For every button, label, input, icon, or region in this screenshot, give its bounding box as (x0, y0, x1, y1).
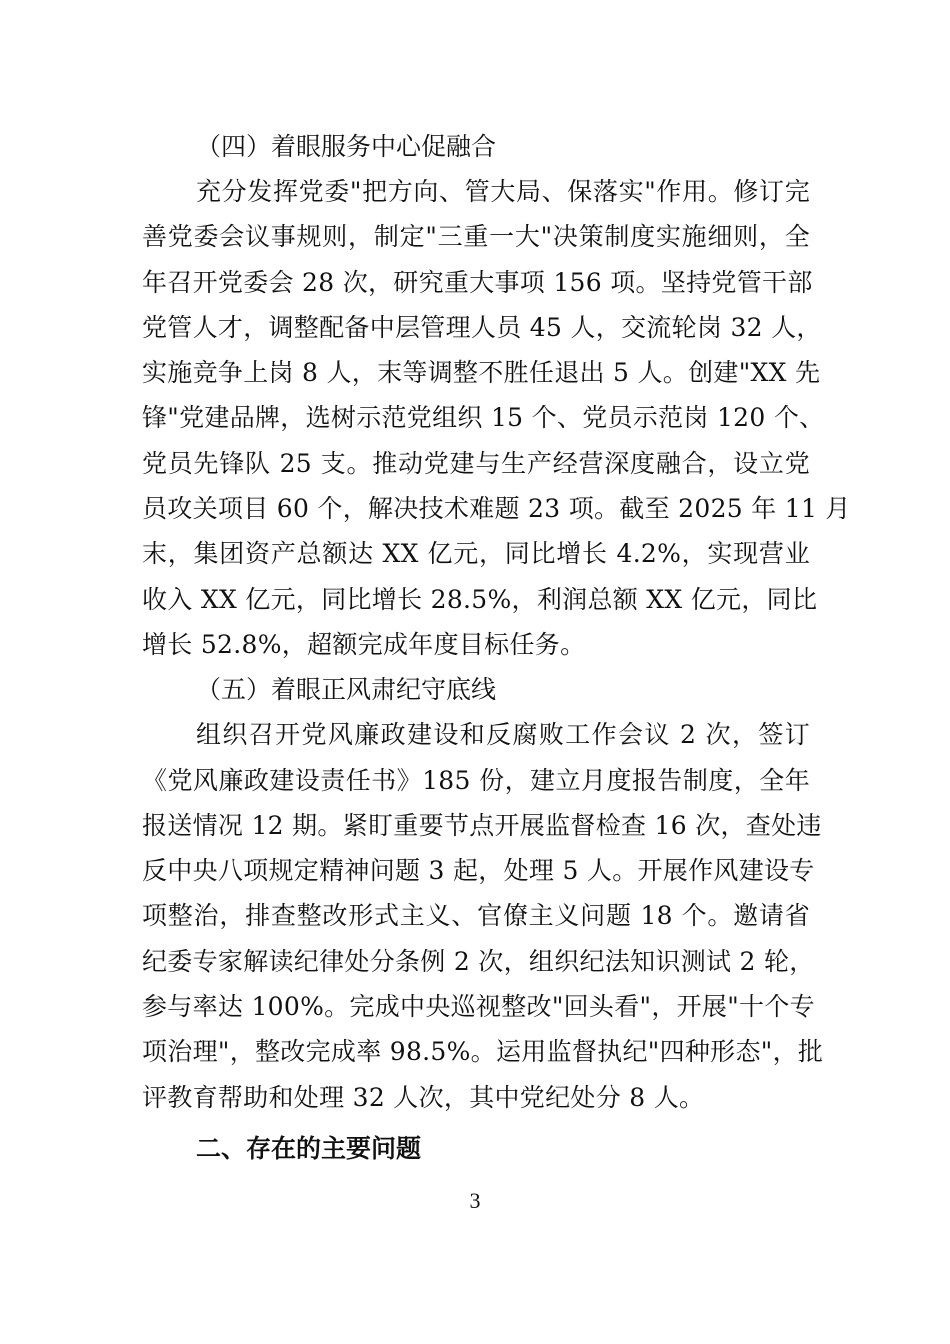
paragraph-line: 末，集团资产总额达 XX 亿元，同比增长 4.2%，实现营业 (142, 539, 810, 569)
paragraph-line: 《党风廉政建设责任书》185 份，建立月度报告制度，全年 (142, 765, 810, 795)
paragraph-line: 增长 52.8%，超额完成年度目标任务。 (142, 629, 586, 659)
paragraph-line: 报送情况 12 期。紧盯重要节点开展监督检查 16 次，查处违 (142, 810, 822, 840)
paragraph-discipline (142, 712, 824, 1120)
page-body (142, 124, 851, 1171)
paragraph-line: 组织召开党风廉政建设和反腐败工作会议 2 次，签订 (196, 720, 810, 750)
paragraph-line: 反中央八项规定精神问题 3 起，处理 5 人。开展作风建设专 (142, 856, 815, 886)
paragraph-line: 纪委专家解读纪律处分条例 2 次，组织纪法知识测试 2 轮， (142, 946, 815, 976)
paragraph-line: 评教育帮助和处理 32 人次，其中党纪处分 8 人。 (142, 1082, 705, 1112)
section-heading-5: （五）着眼正风肃纪守底线 (196, 675, 497, 705)
part-heading-2: 二、存在的主要问题 (196, 1133, 422, 1163)
section-heading-4: （四）着眼服务中心促融合 (196, 132, 497, 161)
paragraph-line: 收入 XX 亿元，同比增长 28.5%，利润总额 XX 亿元，同比 (142, 584, 818, 614)
page-number: 3 (469, 1188, 481, 1213)
paragraph-line: 党管人才，调整配备中层管理人员 45 人，交流轮岗 32 人， (142, 312, 822, 342)
paragraph-line: 锋"党建品牌，选树示范党组织 15 个、党员示范岗 120 个、 (142, 403, 825, 433)
paragraph-line: 项整治，排查整改形式主义、官僚主义问题 18 个。邀请省 (142, 901, 810, 931)
paragraph-line: 充分发挥党委"把方向、管大局、保落实"作用。修订完 (196, 177, 810, 206)
paragraph-party-leadership (142, 169, 851, 667)
paragraph-line: 员攻关项目 60 个，解决技术难题 23 项。截至 2025 年 11 月 (142, 494, 851, 524)
paragraph-line: 年召开党委会 28 次，研究重大事项 156 项。坚持党管干部 (142, 267, 813, 297)
paragraph-line: 项治理"，整改完成率 98.5%。运用监督执纪"四种形态"，批 (142, 1037, 824, 1067)
paragraph-line: 党员先锋队 25 支。推动党建与生产经营深度融合，设立党 (142, 448, 810, 478)
paragraph-line: 善党委会议事规则，制定"三重一大"决策制度实施细则，全 (142, 222, 810, 252)
paragraph-line: 实施竞争上岗 8 人，末等调整不胜任退出 5 人。创建"XX 先 (142, 358, 821, 388)
paragraph-line: 参与率达 100%。完成中央巡视整改"回头看"，开展"十个专 (142, 992, 815, 1022)
